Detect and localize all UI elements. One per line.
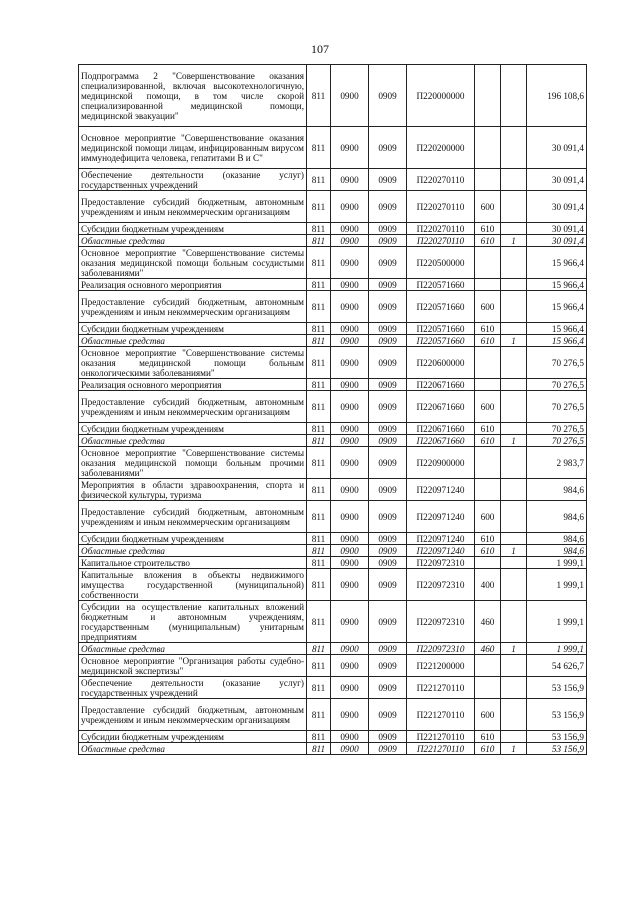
row-name-cell: Предоставление субсидий бюджетным, автономным учреждениям и иным некоммерческим организациям <box>79 501 307 533</box>
section-code-cell: 0900 <box>331 223 369 235</box>
target-article-code-cell: П220671660 <box>407 423 475 435</box>
row-name-cell: Подпрограмма 2 "Совершенствование оказания специализированной, включая высокотехнологичную, медицинской помощи, в том числе скорой специализированной медицинской помощи, медицинской эвакуации" <box>79 65 307 127</box>
row-name-cell: Субсидии на осуществление капитальных вложений бюджетным и автономным учреждениям, государственным (муниципальным) унитарным предприятиям <box>79 601 307 643</box>
target-article-code-cell: П220671660 <box>407 435 475 447</box>
target-article-code-cell: П220270110 <box>407 235 475 247</box>
funding-source-row <box>79 335 587 347</box>
subsection-code-cell: 0909 <box>369 291 407 323</box>
subsection-code-cell: 0909 <box>369 501 407 533</box>
subsection-code-cell: 0909 <box>369 223 407 235</box>
subsection-code-cell: 0909 <box>369 323 407 335</box>
section-code-cell: 0900 <box>331 545 369 557</box>
table-row <box>79 323 587 335</box>
amount-cell: 53 156,9 <box>527 743 587 755</box>
amount-cell: 54 626,7 <box>527 655 587 677</box>
expense-type-code-cell <box>475 379 501 391</box>
admin-code-cell: 811 <box>307 545 331 557</box>
table-row <box>79 169 587 191</box>
expense-type-code-cell <box>475 655 501 677</box>
section-code-cell: 0900 <box>331 569 369 601</box>
subsection-code-cell: 0909 <box>369 127 407 169</box>
admin-code-cell: 811 <box>307 533 331 545</box>
subsection-code-cell: 0909 <box>369 247 407 279</box>
funding-source-code-cell <box>501 423 527 435</box>
funding-source-code-cell <box>501 533 527 545</box>
section-code-cell: 0900 <box>331 65 369 127</box>
subsection-code-cell: 0909 <box>369 191 407 223</box>
admin-code-cell: 811 <box>307 247 331 279</box>
table-row <box>79 379 587 391</box>
amount-cell: 70 276,5 <box>527 391 587 423</box>
admin-code-cell: 811 <box>307 65 331 127</box>
funding-source-code-cell <box>501 391 527 423</box>
section-code-cell: 0900 <box>331 423 369 435</box>
expense-type-code-cell <box>475 347 501 379</box>
table-row <box>79 423 587 435</box>
expense-type-code-cell: 610 <box>475 435 501 447</box>
amount-cell: 30 091,4 <box>527 169 587 191</box>
admin-code-cell: 811 <box>307 501 331 533</box>
admin-code-cell: 811 <box>307 347 331 379</box>
expense-type-code-cell <box>475 479 501 501</box>
funding-source-code-cell <box>501 379 527 391</box>
row-name-cell: Основное мероприятие "Совершенствование системы оказания медицинской помощи больным сосудистыми заболеваниями" <box>79 247 307 279</box>
amount-cell: 30 091,4 <box>527 127 587 169</box>
subsection-code-cell: 0909 <box>369 391 407 423</box>
section-code-cell: 0900 <box>331 323 369 335</box>
target-article-code-cell: П220571660 <box>407 291 475 323</box>
amount-cell: 30 091,4 <box>527 235 587 247</box>
admin-code-cell: 811 <box>307 291 331 323</box>
row-name-cell: Областные средства <box>79 435 307 447</box>
amount-cell: 15 966,4 <box>527 335 587 347</box>
funding-source-code-cell <box>501 279 527 291</box>
target-article-code-cell: П220900000 <box>407 447 475 479</box>
amount-cell: 196 108,6 <box>527 65 587 127</box>
row-name-cell: Областные средства <box>79 743 307 755</box>
admin-code-cell: 811 <box>307 223 331 235</box>
section-code-cell: 0900 <box>331 643 369 655</box>
target-article-code-cell: П220600000 <box>407 347 475 379</box>
amount-cell: 30 091,4 <box>527 223 587 235</box>
amount-cell: 1 999,1 <box>527 557 587 569</box>
admin-code-cell: 811 <box>307 191 331 223</box>
section-code-cell: 0900 <box>331 335 369 347</box>
target-article-code-cell: П220571660 <box>407 279 475 291</box>
target-article-code-cell: П221200000 <box>407 655 475 677</box>
section-code-cell: 0900 <box>331 677 369 699</box>
table-row <box>79 699 587 731</box>
admin-code-cell: 811 <box>307 127 331 169</box>
funding-source-code-cell <box>501 655 527 677</box>
funding-source-code-cell: 1 <box>501 545 527 557</box>
amount-cell: 984,6 <box>527 501 587 533</box>
amount-cell: 53 156,9 <box>527 731 587 743</box>
expense-type-code-cell: 610 <box>475 743 501 755</box>
section-code-cell: 0900 <box>331 479 369 501</box>
section-code-cell: 0900 <box>331 191 369 223</box>
admin-code-cell: 811 <box>307 335 331 347</box>
target-article-code-cell: П220270110 <box>407 223 475 235</box>
expense-type-code-cell: 610 <box>475 323 501 335</box>
admin-code-cell: 811 <box>307 323 331 335</box>
admin-code-cell: 811 <box>307 731 331 743</box>
section-code-cell: 0900 <box>331 743 369 755</box>
funding-source-row <box>79 743 587 755</box>
funding-source-code-cell <box>501 223 527 235</box>
row-name-cell: Субсидии бюджетным учреждениям <box>79 423 307 435</box>
expense-type-code-cell <box>475 65 501 127</box>
target-article-code-cell: П220971240 <box>407 501 475 533</box>
subsection-code-cell: 0909 <box>369 655 407 677</box>
section-code-cell: 0900 <box>331 655 369 677</box>
amount-cell: 15 966,4 <box>527 279 587 291</box>
admin-code-cell: 811 <box>307 379 331 391</box>
row-name-cell: Субсидии бюджетным учреждениям <box>79 533 307 545</box>
section-code-cell: 0900 <box>331 379 369 391</box>
funding-source-code-cell <box>501 323 527 335</box>
funding-source-code-cell <box>501 501 527 533</box>
funding-source-code-cell <box>501 191 527 223</box>
section-code-cell: 0900 <box>331 501 369 533</box>
section-code-cell: 0900 <box>331 533 369 545</box>
funding-source-code-cell: 1 <box>501 235 527 247</box>
subsection-code-cell: 0909 <box>369 569 407 601</box>
section-code-cell: 0900 <box>331 557 369 569</box>
expense-type-code-cell <box>475 447 501 479</box>
target-article-code-cell: П221270110 <box>407 743 475 755</box>
section-code-cell: 0900 <box>331 601 369 643</box>
table-row <box>79 479 587 501</box>
row-name-cell: Основное мероприятие "Совершенствование системы оказания медицинской помощи больным онкологическими заболеваниями" <box>79 347 307 379</box>
funding-source-code-cell <box>501 247 527 279</box>
row-name-cell: Основное мероприятие "Совершенствование системы оказания медицинской помощи больным прочими заболеваниями" <box>79 447 307 479</box>
target-article-code-cell: П221270110 <box>407 677 475 699</box>
subsection-code-cell: 0909 <box>369 731 407 743</box>
subsection-code-cell: 0909 <box>369 545 407 557</box>
row-name-cell: Областные средства <box>79 335 307 347</box>
target-article-code-cell: П220972310 <box>407 643 475 655</box>
subsection-code-cell: 0909 <box>369 479 407 501</box>
amount-cell: 70 276,5 <box>527 435 587 447</box>
subsection-code-cell: 0909 <box>369 601 407 643</box>
admin-code-cell: 811 <box>307 435 331 447</box>
expense-type-code-cell: 610 <box>475 223 501 235</box>
target-article-code-cell: П220571660 <box>407 335 475 347</box>
target-article-code-cell: П220000000 <box>407 65 475 127</box>
table-row <box>79 391 587 423</box>
table-row <box>79 447 587 479</box>
row-name-cell: Областные средства <box>79 235 307 247</box>
amount-cell: 984,6 <box>527 533 587 545</box>
section-code-cell: 0900 <box>331 127 369 169</box>
section-code-cell: 0900 <box>331 169 369 191</box>
expense-type-code-cell: 610 <box>475 335 501 347</box>
table-row <box>79 557 587 569</box>
row-name-cell: Реализация основного мероприятия <box>79 379 307 391</box>
subsection-code-cell: 0909 <box>369 643 407 655</box>
expense-type-code-cell <box>475 279 501 291</box>
table-row <box>79 223 587 235</box>
target-article-code-cell: П220671660 <box>407 391 475 423</box>
row-name-cell: Субсидии бюджетным учреждениям <box>79 223 307 235</box>
row-name-cell: Предоставление субсидий бюджетным, автономным учреждениям и иным некоммерческим организациям <box>79 699 307 731</box>
section-code-cell: 0900 <box>331 347 369 379</box>
expense-type-code-cell: 600 <box>475 501 501 533</box>
subsection-code-cell: 0909 <box>369 65 407 127</box>
funding-source-code-cell: 1 <box>501 435 527 447</box>
funding-source-row <box>79 643 587 655</box>
admin-code-cell: 811 <box>307 569 331 601</box>
section-code-cell: 0900 <box>331 235 369 247</box>
amount-cell: 70 276,5 <box>527 347 587 379</box>
table-row <box>79 347 587 379</box>
table-row <box>79 533 587 545</box>
subsection-code-cell: 0909 <box>369 435 407 447</box>
row-name-cell: Субсидии бюджетным учреждениям <box>79 323 307 335</box>
amount-cell: 1 999,1 <box>527 569 587 601</box>
target-article-code-cell: П220972310 <box>407 557 475 569</box>
subsection-code-cell: 0909 <box>369 235 407 247</box>
expense-type-code-cell: 610 <box>475 235 501 247</box>
funding-source-code-cell <box>501 347 527 379</box>
table-row <box>79 731 587 743</box>
expense-type-code-cell: 460 <box>475 643 501 655</box>
funding-source-code-cell <box>501 601 527 643</box>
row-name-cell: Обеспечение деятельности (оказание услуг) государственных учреждений <box>79 677 307 699</box>
table-row <box>79 569 587 601</box>
target-article-code-cell: П220971240 <box>407 545 475 557</box>
funding-source-code-cell <box>501 65 527 127</box>
amount-cell: 1 999,1 <box>527 601 587 643</box>
target-article-code-cell: П220270110 <box>407 169 475 191</box>
funding-source-code-cell <box>501 127 527 169</box>
budget-table <box>78 64 587 755</box>
row-name-cell: Реализация основного мероприятия <box>79 279 307 291</box>
target-article-code-cell: П220971240 <box>407 479 475 501</box>
expense-type-code-cell <box>475 127 501 169</box>
section-code-cell: 0900 <box>331 699 369 731</box>
admin-code-cell: 811 <box>307 235 331 247</box>
expense-type-code-cell: 610 <box>475 423 501 435</box>
funding-source-code-cell <box>501 479 527 501</box>
amount-cell: 984,6 <box>527 545 587 557</box>
expense-type-code-cell: 400 <box>475 569 501 601</box>
table-row <box>79 279 587 291</box>
subsection-code-cell: 0909 <box>369 169 407 191</box>
expense-type-code-cell: 610 <box>475 533 501 545</box>
target-article-code-cell: П220571660 <box>407 323 475 335</box>
expense-type-code-cell: 610 <box>475 545 501 557</box>
funding-source-code-cell <box>501 699 527 731</box>
admin-code-cell: 811 <box>307 391 331 423</box>
subsection-code-cell: 0909 <box>369 743 407 755</box>
section-code-cell: 0900 <box>331 731 369 743</box>
funding-source-row <box>79 545 587 557</box>
amount-cell: 2 983,7 <box>527 447 587 479</box>
target-article-code-cell: П220200000 <box>407 127 475 169</box>
section-code-cell: 0900 <box>331 291 369 323</box>
admin-code-cell: 811 <box>307 643 331 655</box>
expense-type-code-cell: 600 <box>475 291 501 323</box>
subsection-code-cell: 0909 <box>369 379 407 391</box>
row-name-cell: Мероприятия в области здравоохранения, спорта и физической культуры, туризма <box>79 479 307 501</box>
subsection-code-cell: 0909 <box>369 533 407 545</box>
subsection-code-cell: 0909 <box>369 279 407 291</box>
funding-source-code-cell <box>501 557 527 569</box>
target-article-code-cell: П221270110 <box>407 731 475 743</box>
admin-code-cell: 811 <box>307 169 331 191</box>
row-name-cell: Предоставление субсидий бюджетным, автономным учреждениям и иным некоммерческим организациям <box>79 191 307 223</box>
subsection-code-cell: 0909 <box>369 347 407 379</box>
funding-source-code-cell: 1 <box>501 335 527 347</box>
table-row <box>79 247 587 279</box>
section-code-cell: 0900 <box>331 391 369 423</box>
target-article-code-cell: П220972310 <box>407 601 475 643</box>
amount-cell: 15 966,4 <box>527 247 587 279</box>
expense-type-code-cell <box>475 169 501 191</box>
subsection-code-cell: 0909 <box>369 335 407 347</box>
table-row <box>79 65 587 127</box>
table-row <box>79 601 587 643</box>
funding-source-code-cell <box>501 169 527 191</box>
target-article-code-cell: П220270110 <box>407 191 475 223</box>
row-name-cell: Капитальное строительство <box>79 557 307 569</box>
amount-cell: 30 091,4 <box>527 191 587 223</box>
admin-code-cell: 811 <box>307 677 331 699</box>
subsection-code-cell: 0909 <box>369 423 407 435</box>
expense-type-code-cell <box>475 557 501 569</box>
expense-type-code-cell: 600 <box>475 191 501 223</box>
subsection-code-cell: 0909 <box>369 677 407 699</box>
table-row <box>79 291 587 323</box>
amount-cell: 1 999,1 <box>527 643 587 655</box>
row-name-cell: Предоставление субсидий бюджетным, автономным учреждениям и иным некоммерческим организациям <box>79 391 307 423</box>
section-code-cell: 0900 <box>331 435 369 447</box>
row-name-cell: Капитальные вложения в объекты недвижимого имущества государственной (муниципальной) собственности <box>79 569 307 601</box>
section-code-cell: 0900 <box>331 279 369 291</box>
admin-code-cell: 811 <box>307 479 331 501</box>
subsection-code-cell: 0909 <box>369 699 407 731</box>
row-name-cell: Основное мероприятие "Совершенствование оказания медицинской помощи лицам, инфицированным вирусом иммунодефицита человека, гепатитами В и С" <box>79 127 307 169</box>
section-code-cell: 0900 <box>331 447 369 479</box>
expense-type-code-cell <box>475 677 501 699</box>
row-name-cell: Областные средства <box>79 545 307 557</box>
funding-source-row <box>79 435 587 447</box>
row-name-cell: Предоставление субсидий бюджетным, автономным учреждениям и иным некоммерческим организациям <box>79 291 307 323</box>
table-row <box>79 501 587 533</box>
admin-code-cell: 811 <box>307 423 331 435</box>
page-number: 107 <box>311 42 329 56</box>
subsection-code-cell: 0909 <box>369 557 407 569</box>
funding-source-code-cell <box>501 569 527 601</box>
admin-code-cell: 811 <box>307 279 331 291</box>
admin-code-cell: 811 <box>307 557 331 569</box>
target-article-code-cell: П220971240 <box>407 533 475 545</box>
amount-cell: 984,6 <box>527 479 587 501</box>
target-article-code-cell: П221270110 <box>407 699 475 731</box>
subsection-code-cell: 0909 <box>369 447 407 479</box>
funding-source-code-cell <box>501 731 527 743</box>
admin-code-cell: 811 <box>307 447 331 479</box>
expense-type-code-cell: 600 <box>475 391 501 423</box>
table-row <box>79 191 587 223</box>
target-article-code-cell: П220972310 <box>407 569 475 601</box>
admin-code-cell: 811 <box>307 601 331 643</box>
funding-source-code-cell <box>501 447 527 479</box>
table-row <box>79 655 587 677</box>
amount-cell: 53 156,9 <box>527 677 587 699</box>
expense-type-code-cell: 610 <box>475 731 501 743</box>
row-name-cell: Обеспечение деятельности (оказание услуг) государственных учреждений <box>79 169 307 191</box>
row-name-cell: Основное мероприятие "Организация работы судебно-медицинской экспертизы" <box>79 655 307 677</box>
funding-source-code-cell <box>501 677 527 699</box>
funding-source-code-cell <box>501 291 527 323</box>
amount-cell: 15 966,4 <box>527 323 587 335</box>
admin-code-cell: 811 <box>307 655 331 677</box>
admin-code-cell: 811 <box>307 743 331 755</box>
admin-code-cell: 811 <box>307 699 331 731</box>
amount-cell: 53 156,9 <box>527 699 587 731</box>
expense-type-code-cell: 460 <box>475 601 501 643</box>
funding-source-code-cell: 1 <box>501 743 527 755</box>
amount-cell: 15 966,4 <box>527 291 587 323</box>
amount-cell: 70 276,5 <box>527 423 587 435</box>
target-article-code-cell: П220500000 <box>407 247 475 279</box>
amount-cell: 70 276,5 <box>527 379 587 391</box>
table-row <box>79 127 587 169</box>
target-article-code-cell: П220671660 <box>407 379 475 391</box>
row-name-cell: Субсидии бюджетным учреждениям <box>79 731 307 743</box>
expense-type-code-cell <box>475 247 501 279</box>
expense-type-code-cell: 600 <box>475 699 501 731</box>
row-name-cell: Областные средства <box>79 643 307 655</box>
budget-table-body <box>79 65 587 755</box>
funding-source-code-cell: 1 <box>501 643 527 655</box>
funding-source-row <box>79 235 587 247</box>
section-code-cell: 0900 <box>331 247 369 279</box>
table-row <box>79 677 587 699</box>
